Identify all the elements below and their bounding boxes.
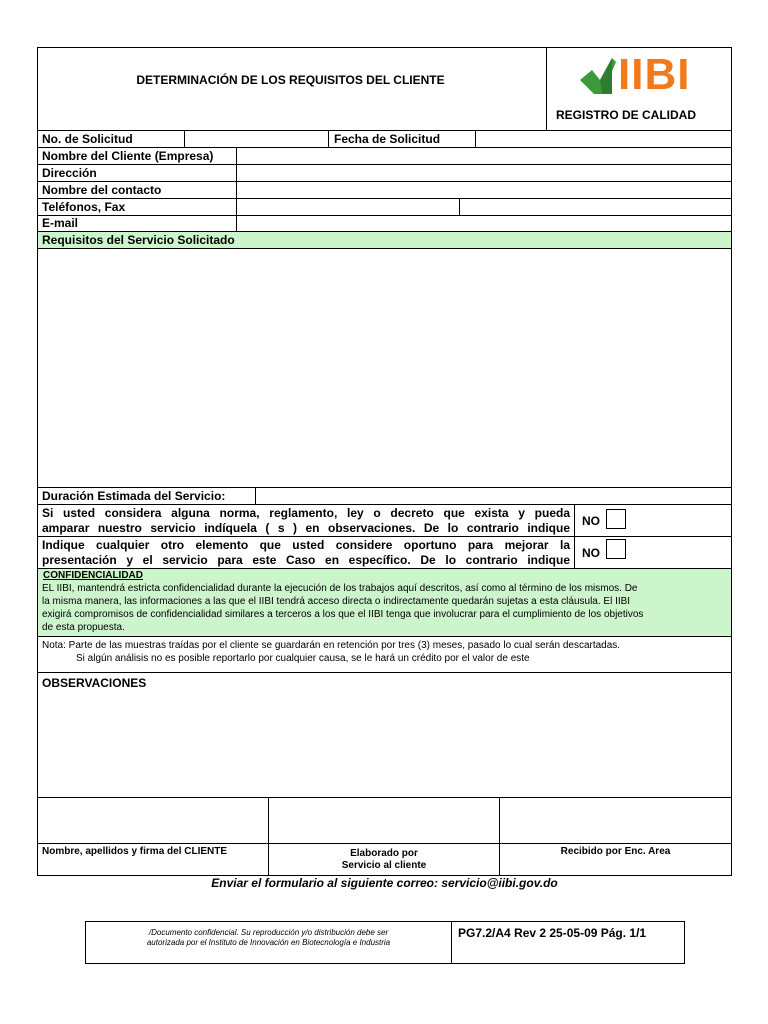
logo-text: IIBI <box>618 50 691 99</box>
email-input[interactable] <box>237 216 731 231</box>
iibi-logo <box>578 50 698 100</box>
confidencialidad-line4: de esta propuesta. <box>42 622 125 633</box>
cliente-input[interactable] <box>237 148 731 164</box>
direccion-label: Dirección <box>42 166 97 180</box>
otro-no-label: NO <box>582 546 600 560</box>
norma-no-checkbox[interactable] <box>606 509 626 529</box>
confidencialidad-heading: CONFIDENCIALIDAD <box>43 570 143 581</box>
norma-line2: amparar nuestro servicio indíquela ( s ) en observaciones. De lo contrario indique <box>42 521 570 535</box>
footer-notice-line2: autorizada por el Instituto de Innovación en Biotecnología e Industria <box>146 938 391 947</box>
cliente-signature-box[interactable] <box>38 798 268 843</box>
contacto-label: Nombre del contacto <box>42 183 162 197</box>
form-grid <box>37 131 732 876</box>
requisitos-textarea[interactable] <box>38 249 731 488</box>
observaciones-textarea[interactable] <box>38 691 731 797</box>
contacto-input[interactable] <box>237 182 731 198</box>
nota-line1: Nota: Parte de las muestras traídas por el cliente se guardarán en retención por tres (3) meses, pasado lo cual serán descartadas. <box>42 640 621 651</box>
row-email <box>38 216 731 232</box>
registro-label: REGISTRO DE CALIDAD <box>556 108 697 122</box>
row-contacto <box>38 182 731 199</box>
confidencialidad-section <box>38 569 731 637</box>
cliente-signature-label: Nombre, apellidos y firma del CLIENTE <box>42 846 228 857</box>
observaciones-section <box>38 673 731 798</box>
nota-section <box>38 637 731 673</box>
cliente-label: Nombre del Cliente (Empresa) <box>42 149 214 163</box>
row-otro <box>38 537 731 569</box>
confidencialidad-line3: exigirá compromisos de confidencialidad similares a terceros a los que el IIBI tenga que involucrar para el cumplimiento de los objetivos <box>42 609 644 620</box>
logo-divider <box>546 48 547 130</box>
send-instructions: Enviar el formulario al siguiente correo: servicio@iibi.gov.do <box>211 876 558 890</box>
row-solicitud <box>38 131 731 148</box>
otro-line2: presentación y el servicio para este Caso en específico. De lo contrario indique <box>42 553 570 567</box>
row-norma <box>38 505 731 537</box>
telefonos-label: Teléfonos, Fax <box>42 200 126 214</box>
form-title: DETERMINACIÓN DE LOS REQUISITOS DEL CLIENTE <box>136 73 445 87</box>
fecha-label: Fecha de Solicitud <box>334 132 441 146</box>
recibido-signature-box[interactable] <box>500 798 731 843</box>
direccion-input[interactable] <box>237 165 731 181</box>
document-footer <box>85 921 685 964</box>
duracion-label: Duración Estimada del Servicio: <box>42 489 226 503</box>
elaborado-line2: Servicio al cliente <box>341 860 427 871</box>
signatures-row <box>38 798 731 875</box>
requisitos-heading: Requisitos del Servicio Solicitado <box>42 233 235 247</box>
footer-notice-line1: /Documento confidencial. Su reproducción y/o distribución debe ser <box>148 928 389 937</box>
confidencialidad-line1: EL IIBI, mantendrá estricta confidencialidad durante la ejecución de los trabajos aquí descritos, así como al término de los mismos. De <box>42 583 638 594</box>
requisitos-heading-row <box>38 232 731 249</box>
elaborado-line1: Elaborado por <box>350 848 418 859</box>
fecha-input[interactable] <box>476 131 731 147</box>
norma-line1: Si usted considera alguna norma, reglamento, ley o decreto que exista y pueda <box>42 506 570 520</box>
row-telefonos <box>38 199 731 216</box>
recibido-label: Recibido por Enc. Area <box>560 846 671 857</box>
solicitud-no-input[interactable] <box>185 131 328 147</box>
duracion-input[interactable] <box>256 488 731 504</box>
row-direccion <box>38 165 731 182</box>
form-header <box>37 47 732 131</box>
confidencialidad-line2: la misma manera, las informaciones a las que el IIBI tendrá acceso directa o indirectamente quedarán sujetas a esta cláusula. El IIBI <box>42 596 631 607</box>
email-label: E-mail <box>42 216 79 230</box>
row-cliente <box>38 148 731 165</box>
solicitud-no-label: No. de Solicitud <box>42 132 133 146</box>
elaborado-signature-box[interactable] <box>269 798 499 843</box>
otro-no-checkbox[interactable] <box>606 539 626 559</box>
telefono-input[interactable] <box>237 199 459 215</box>
otro-line1: Indique cualquier otro elemento que usted considere oportuno para mejorar la <box>42 538 570 552</box>
nota-line2: Si algún análisis no es posible reportarlo por cualquier causa, se le hará un crédito por el valor de este <box>76 653 530 664</box>
fax-input[interactable] <box>460 199 731 215</box>
norma-no-label: NO <box>582 514 600 528</box>
observaciones-label: OBSERVACIONES <box>42 676 147 690</box>
row-duracion <box>38 488 731 505</box>
footer-doc-code: PG7.2/A4 Rev 2 25-05-09 Pág. 1/1 <box>458 926 647 940</box>
